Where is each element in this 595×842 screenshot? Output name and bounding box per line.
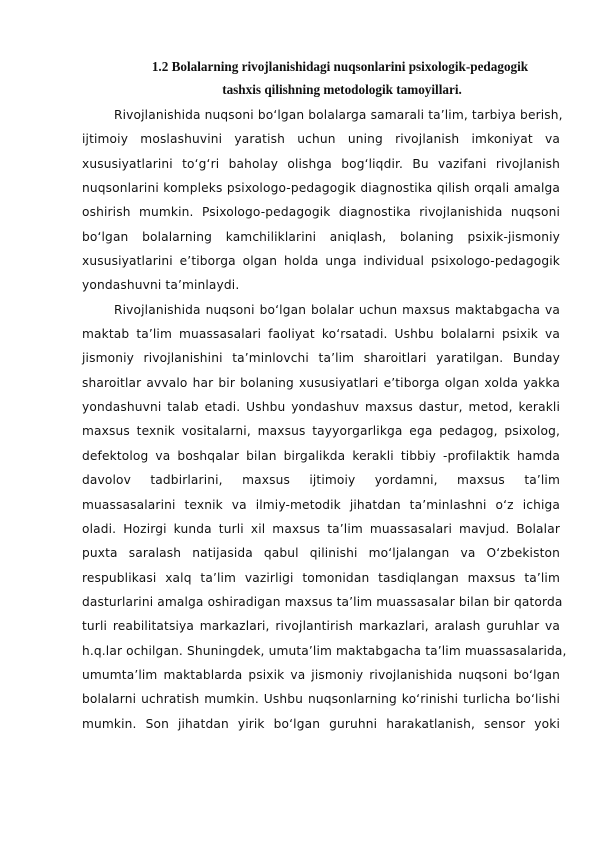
paragraph-2-line: maxsus texnik vositalarni, maxsus tayyorgarlikga ega pedagog, psixolog,	[82, 424, 560, 439]
paragraph-2-line: turli reabilitatsiya markazlari, rivojlantirish markazlari, aralash guruhlar va	[82, 619, 560, 634]
paragraph-1-line: Rivojlanishida nuqsoni bo‘lgan bolalarga samarali ta’lim, tarbiya berish,	[114, 108, 563, 122]
paragraph-2-line: puxta saralash natijasida qabul qilinishi mo‘ljalangan va O‘zbekiston	[82, 546, 560, 561]
body-text	[82, 103, 567, 736]
paragraph-1-line: xususiyatlarini e’tiborga olgan holda unga individual psixologo-pedagogik	[82, 254, 560, 269]
paragraph-2-line: sharoitlar avvalo har bir bolaning xususiyatlari e’tiborga olgan xolda yakka	[82, 375, 560, 390]
paragraph-2-line: dasturlarini amalga oshiradigan maxsus ta’lim muassasalar bilan bir qatorda	[82, 594, 563, 609]
paragraph-2-line: jismoniy rivojlanishini ta’minlovchi ta’lim sharoitlari yaratilgan. Bunday	[82, 351, 560, 366]
paragraph-2-line: davolov tadbirlarini, maxsus ijtimoiy yordamni, maxsus ta’lim	[82, 473, 560, 488]
paragraph-2-line: muassasalarini texnik va ilmiy-metodik jihatdan ta’minlashni o‘z ichiga	[82, 497, 560, 512]
paragraph-2-line: bolalarni uchratish mumkin. Ushbu nuqsonlarning ko‘rinishi turlicha bo‘lishi	[82, 692, 560, 707]
paragraph-2-line: defektolog va boshqalar bilan birgalikda kerakli tibbiy -profilaktik hamda	[82, 448, 560, 463]
section-heading-line-2: tashxis qilishning metodologik tamoyillari.	[222, 82, 462, 97]
paragraph-1-line: yondashuvni ta’minlaydi.	[82, 278, 240, 293]
paragraph-1-line: nuqsonlarini kompleks psixologo-pedagogik diagnostika qilish orqali amalga	[82, 181, 560, 196]
paragraph-1-line: ijtimoiy moslashuvini yaratish uchun uning rivojlanish imkoniyat va	[82, 132, 560, 147]
paragraph-2-line: respublikasi xalq ta’lim vazirligi tomonidan tasdiqlangan maxsus ta’lim	[82, 570, 560, 585]
paragraph-2-line: h.q.lar ochilgan. Shuningdek, umuta’lim maktabgacha ta’lim muassasalarida,	[82, 643, 567, 658]
paragraph-2-line: oladi. Hozirgi kunda turli xil maxsus ta’lim muassasalari mavjud. Bolalar	[82, 521, 560, 536]
paragraph-2-line: maktab ta’lim muassasalari faoliyat ko‘rsatadi. Ushbu bolalarni psixik va	[82, 327, 560, 342]
paragraph-2-line: mumkin. Son jihatdan yirik bo‘lgan guruhni harakatlanish, sensor yoki	[82, 716, 560, 731]
paragraph-2-line: Rivojlanishida nuqsoni bo‘lgan bolalar uchun maxsus maktabgacha va	[114, 302, 560, 317]
paragraph-2-line: yondashuvni talab etadi. Ushbu yondashuv maxsus dastur, metod, kerakli	[82, 400, 560, 415]
paragraph-2-line: umumta’lim maktablarda psixik va jismoniy rivojlanishida nuqsoni bo‘lgan	[82, 667, 560, 682]
section-heading-line-1: 1.2 Bolalarning rivojlanishidagi nuqsonlarini psixologik-pedagogik	[151, 59, 529, 74]
paragraph-1-line: oshirish mumkin. Psixologo-pedagogik diagnostika rivojlanishida nuqsoni	[82, 205, 560, 220]
paragraph-1-line: xususiyatlarini to‘g‘ri baholay olishga bog‘liqdir. Bu vazifani rivojlanish	[82, 156, 560, 171]
paragraph-1-line: bo‘lgan bolalarning kamchiliklarini aniqlash, bolaning psixik-jismoniy	[82, 229, 560, 244]
